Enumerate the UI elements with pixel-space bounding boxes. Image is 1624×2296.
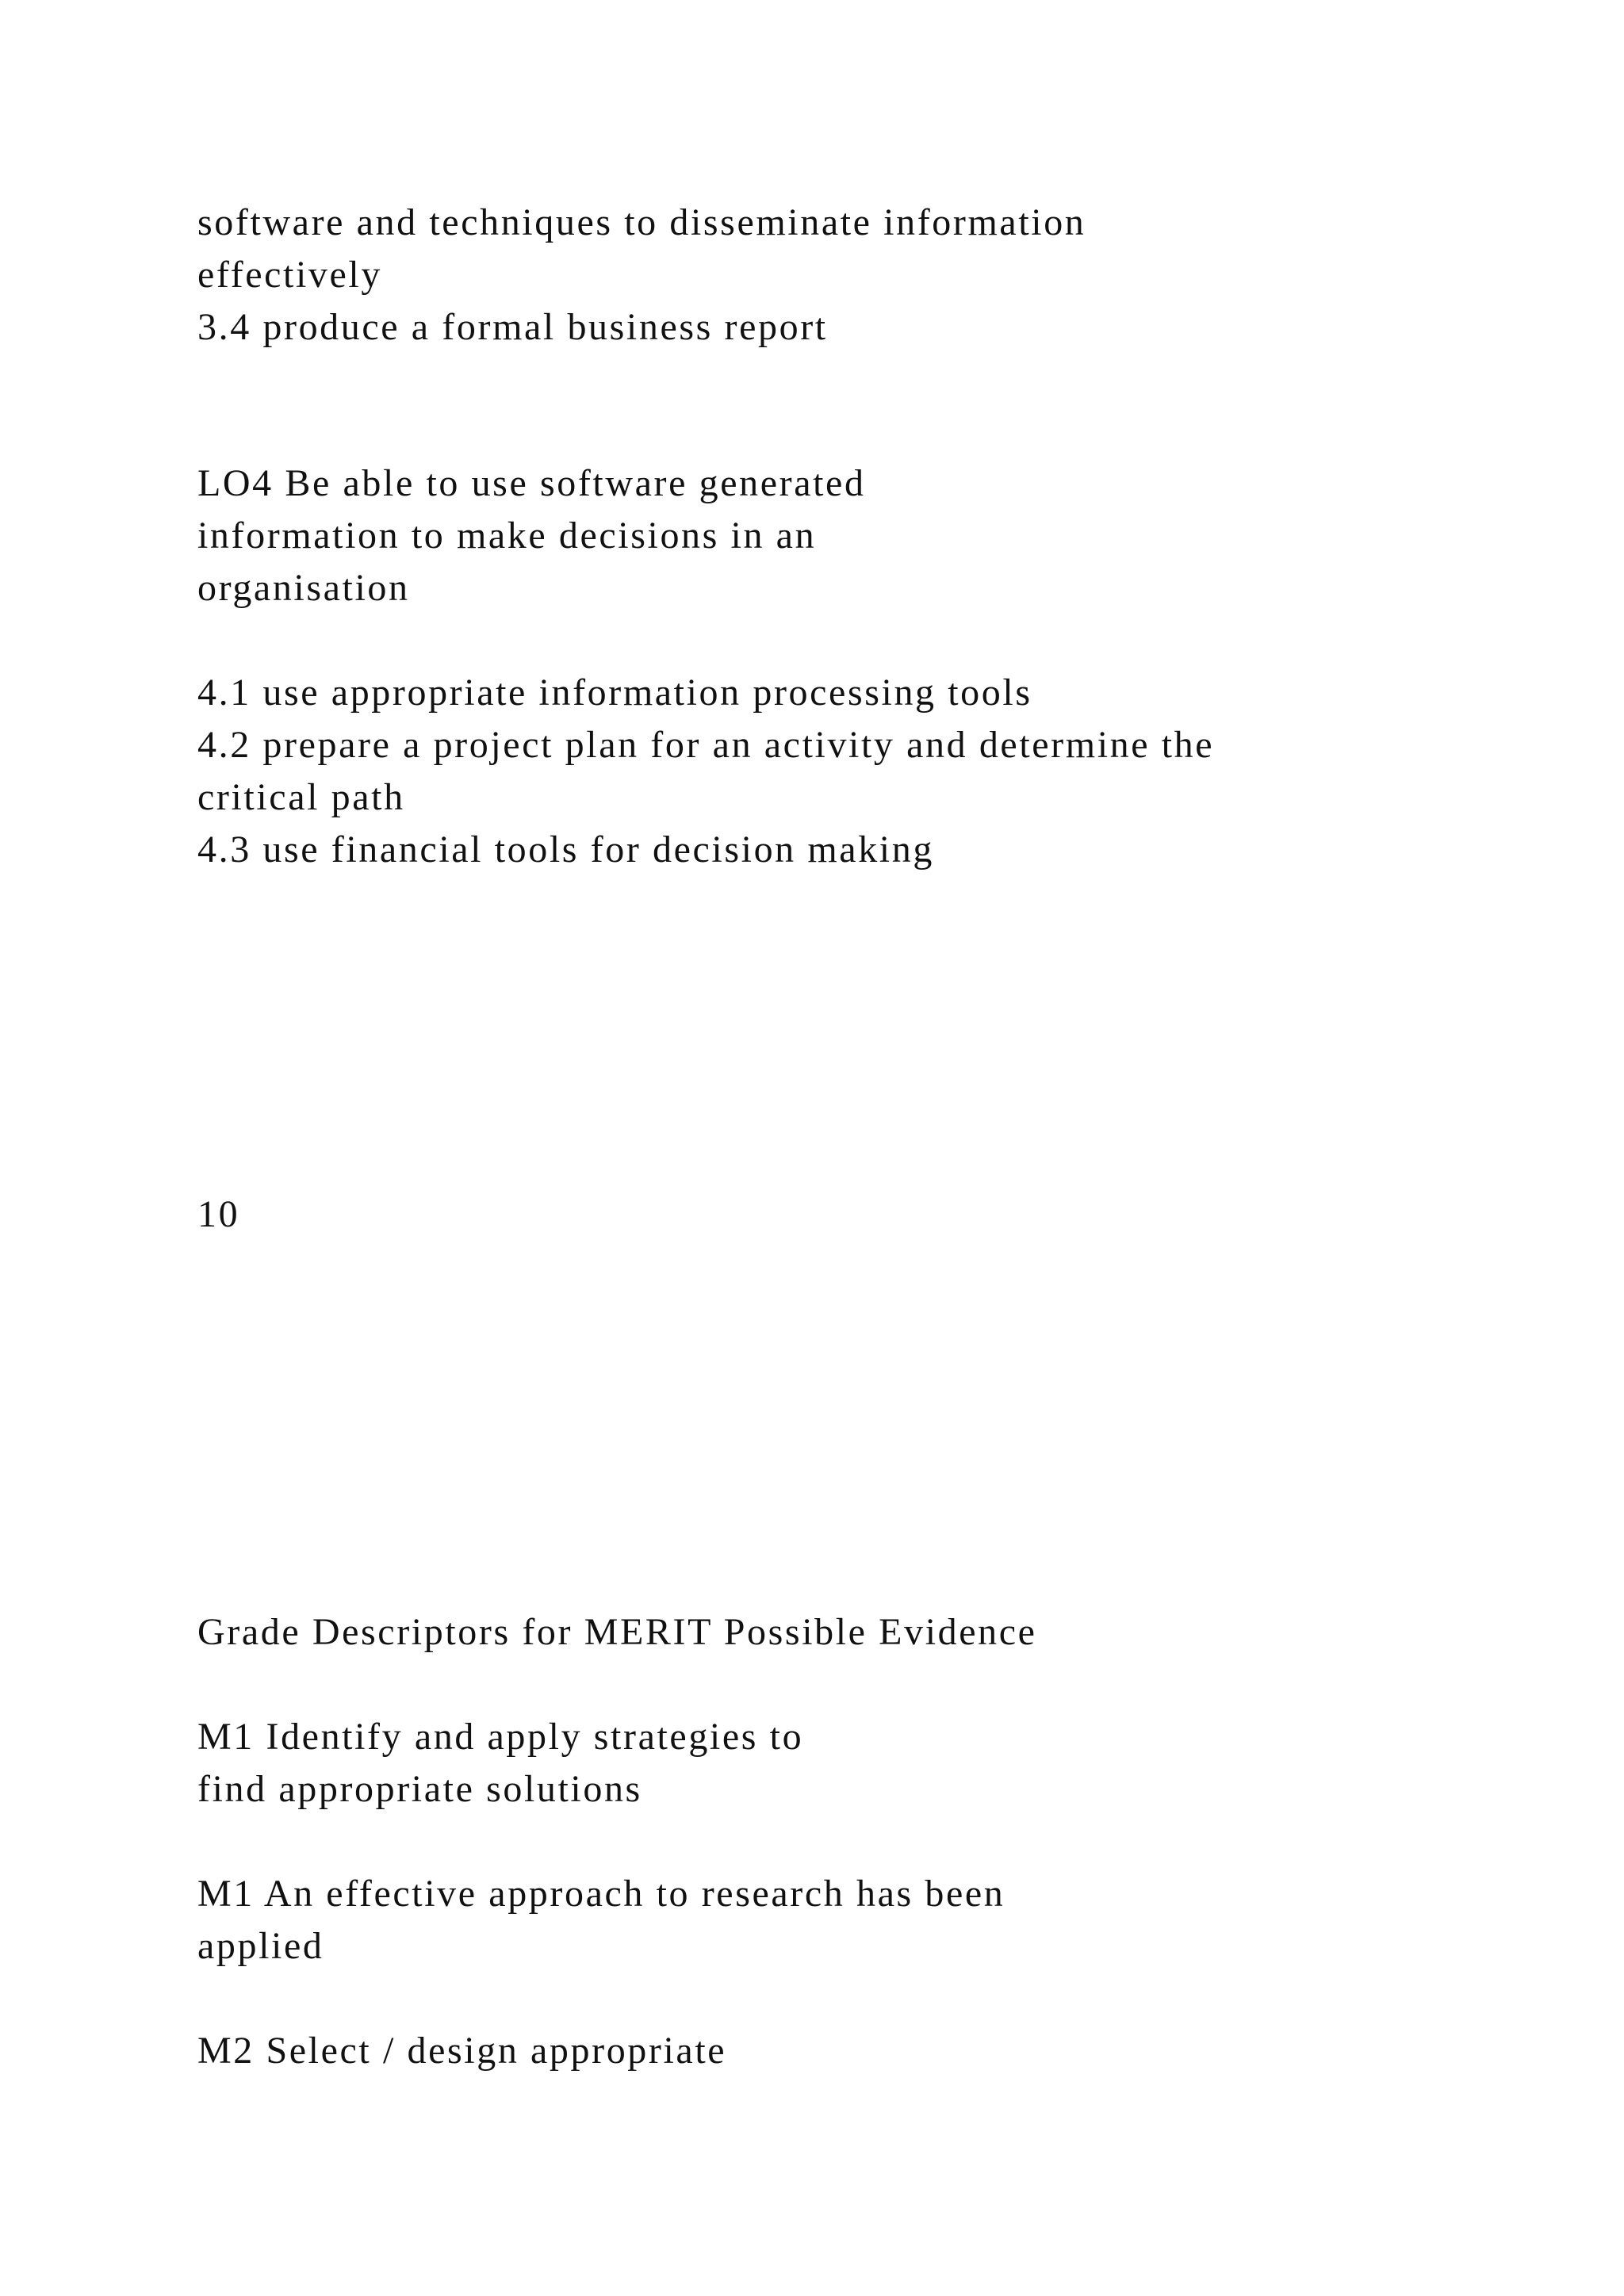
merit-heading: Grade Descriptors for MERIT Possible Evidence bbox=[197, 1611, 1037, 1653]
criterion-4-3: 4.3 use financial tools for decision making bbox=[197, 828, 934, 871]
section3-text-line-2: effectively bbox=[197, 254, 382, 296]
lo4-heading-line-1: LO4 Be able to use software generated bbox=[197, 462, 866, 504]
m1-descriptor-line-2: find appropriate solutions bbox=[197, 1768, 642, 1810]
criterion-4-2-line-2: critical path bbox=[197, 776, 405, 818]
criterion-3-4: 3.4 produce a formal business report bbox=[197, 306, 828, 348]
m1-descriptor-line-1: M1 Identify and apply strategies to bbox=[197, 1716, 804, 1758]
m1-evidence-line-1: M1 An effective approach to research has been bbox=[197, 1873, 1005, 1915]
criterion-4-2-line-1: 4.2 prepare a project plan for an activity and determine the bbox=[197, 724, 1215, 766]
m1-evidence-line-2: applied bbox=[197, 1925, 324, 1967]
page-number: 10 bbox=[197, 1193, 240, 1235]
section3-text-line-1: software and techniques to disseminate information bbox=[197, 201, 1086, 243]
criterion-4-1: 4.1 use appropriate information processing tools bbox=[197, 672, 1032, 714]
lo4-heading-line-3: organisation bbox=[197, 567, 410, 609]
m2-descriptor-line-1: M2 Select / design appropriate bbox=[197, 2030, 727, 2072]
lo4-heading-line-2: information to make decisions in an bbox=[197, 515, 817, 557]
